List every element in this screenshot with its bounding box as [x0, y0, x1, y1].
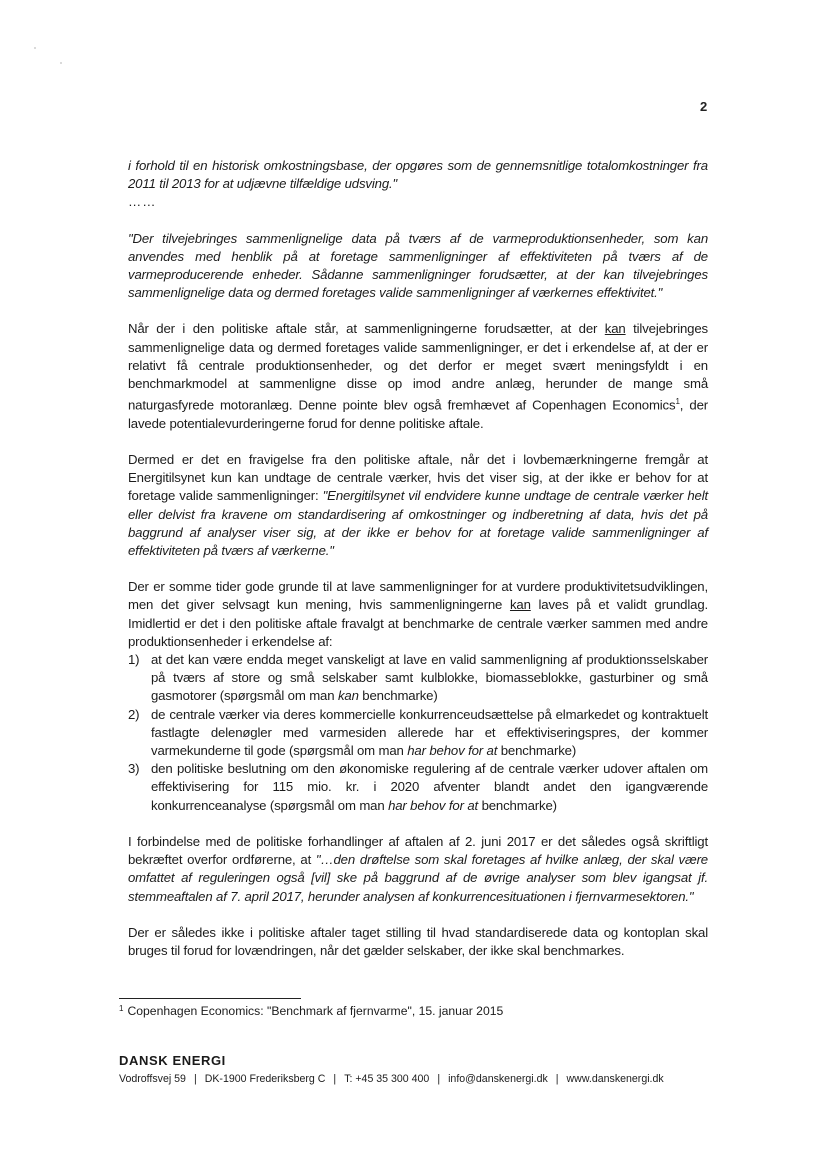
emphasis: kan — [337, 688, 359, 704]
quote-continuation: i forhold til en historisk omkostningsbase, der opgøres som de gennemsnitlige totalomkostninger fra 2011 til 2013 for at udjævne tilfældige udsving." — [128, 158, 708, 192]
underlined-word: kan — [604, 321, 626, 337]
footnote-text: Copenhagen Economics: "Benchmark af fjernvarme", 15. januar 2015 — [127, 1004, 504, 1018]
paragraph-text: laves på et validt grundlag. Imidlertid er det i den politiske aftale fravalgt at benchmarke de centrale værker sammen med andre produktionsenheder i erkendelse af: — [128, 597, 709, 649]
paragraph-conclusion: Der er således ikke i politiske aftaler taget stilling til hvad standardiserede data og kontoplan skal bruges til forud for lovændringen, når det gælder selskaber, der ikke skal benchmarkes. — [128, 924, 708, 958]
paragraph-text: Der er somme tider gode grunde til at lave sammenligninger for at vurdere produktivitetsudviklingen, men det giver selvsagt kun mening, hvis sammenligningerne — [128, 579, 708, 613]
footer-phone: T: +45 35 300 400 — [344, 1073, 430, 1085]
paragraph-text: , der lavede potentialevurderingerne forud for denne politiske aftale. — [128, 397, 708, 431]
footer-website[interactable]: www.danskenergi.dk — [566, 1073, 664, 1085]
paragraph-text: Dermed er det en fravigelse fra den politiske aftale, når det i lovbemærkningerne fremgår at Energitilsynet kun kan undtage de centrale værker, hvis det viser sig, at der ikke er behov for at foretage valide sammenligninger: — [128, 452, 708, 504]
brand-logo: DANSK ENERGI — [119, 1053, 226, 1068]
ellipsis: …… — [128, 194, 157, 210]
list-number: 3) — [128, 761, 140, 777]
emphasis: har behov for at — [388, 797, 479, 813]
document-body — [128, 157, 708, 960]
footer-contact: Vodroffsvej 59 | DK-1900 Frederiksberg C | T: +45 35 300 400 | info@danskenergi.dk | www.danskenergi.dk — [119, 1073, 664, 1085]
list-item: 2) de centrale værker via deres kommercielle konkurrenceudsættelse på elmarkedet og kontraktuelt fastlagte delenøgler med varmesiden allerede har et effektiviseringspres, der kommer varmekunderne til gode (spørgsmål om man har behov for at benchmarke) — [128, 706, 708, 759]
footer-address: Vodroffsvej 59 — [119, 1073, 186, 1085]
footnote-divider — [119, 998, 301, 999]
quote-energy-authority: "Energitilsynet vil endvidere kunne undtage de centrale værker helt eller delvist fra kravene om standardisering af omkostninger og indberetning af data, hvis det på baggrund af analyser viser sig, at der ikke er behov for at foretage valide sammenligninger af effektiviteten på tværs af værkerne." — [128, 488, 708, 559]
footnote — [119, 1004, 503, 1018]
emphasis: har behov for at — [407, 743, 498, 759]
paragraph-comparisons — [128, 578, 708, 651]
list-item: 3) den politiske beslutning om den økonomiske regulering af de centrale værker udover aftalen om effektivisering for 115 mio. kr. i 2020 afventer blandt andet den igangværende konkurrenceanalyse (spørgsmål om man har behov for at benchmarke) — [128, 761, 708, 813]
scan-speck — [34, 47, 36, 49]
list-number: 2) — [128, 706, 140, 722]
list-item: 1) at det kan være endda meget vanskeligt at lave en valid sammenligning af produktionsselskaber på tværs af store og små selskaber samt kulblokke, biomasseblokke, gasturbiner og små gasmotorer (spørgsmål om man kan benchmarke) — [128, 652, 708, 704]
list-number: 1) — [128, 652, 140, 668]
underlined-word: kan — [509, 597, 531, 613]
footnote-ref[interactable]: 1 — [675, 397, 680, 407]
footer-email[interactable]: info@danskenergi.dk — [448, 1073, 548, 1085]
quote-comparable-data: "Der tilvejebringes sammenlignelige data på tværs af de varmeproduktionsenheder, som kan anvendes med henblik på at foretage sammenligninger af effektiviteten på tværs af de varmeproducerende enheder. Sådanne sammenligninger forudsætter, at der kan tilvejebringes sammenlignelige data og dermed foretages valide sammenligninger af værkernes effektivitet." — [128, 230, 708, 301]
paragraph-text: I forbindelse med de politiske forhandlinger af aftalen af 2. juni 2017 er det således også skriftligt bekræftet overfor ordførerne, at — [128, 833, 708, 868]
paragraph-deviation — [128, 451, 708, 560]
paragraph-negotiations — [128, 833, 708, 906]
paragraph-text: Når der i den politiske aftale står, at sammenligningerne forudsætter, at der — [128, 321, 598, 337]
numbered-list — [128, 651, 708, 815]
page-number: 2 — [700, 99, 708, 114]
footer-postal: DK-1900 Frederiksberg C — [204, 1073, 326, 1085]
footnote-number: 1 — [119, 1004, 124, 1013]
paragraph-political-agreement — [128, 320, 708, 433]
paragraph-text: tilvejebringes sammenlignelige data og dermed foretages valide sammenligninger, er det i erkendelse af, at der er relativt få centrale produktionsenheder, og det derfor er meget svært meningsfyldt i en benchmarkmodel at sammenligne disse op imod andre anlæg, herunder de mange små naturgasfyrede motoranlæg. Denne pointe blev også fremhævet af Copenhagen Economics — [128, 321, 708, 413]
quote-spokespersons: "…den drøftelse som skal foretages af hvilke anlæg, der skal være omfattet af reguleringen også [vil] ske på baggrund af de øvrige analyser som blev igangsat jf. stemmeaftalen af 7. april 2017, herunder analysen af konkurrencesituationen i fjernvarmesektoren." — [128, 852, 708, 904]
scan-speck — [60, 62, 62, 64]
